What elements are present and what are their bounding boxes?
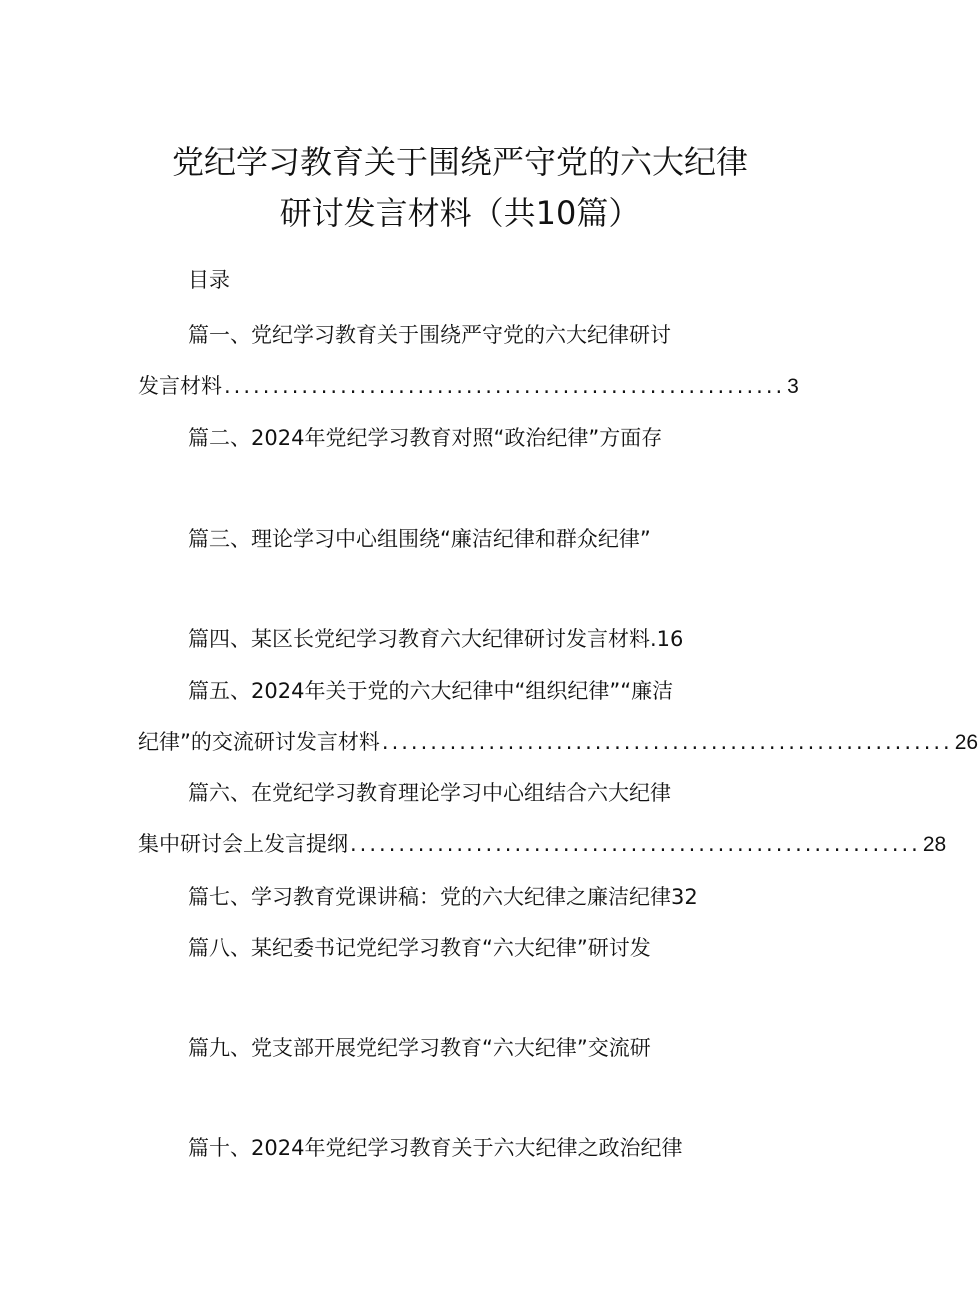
toc-entry-4: 篇四、某区长党纪学习教育六大纪律研讨发言材料.16 (188, 627, 684, 651)
toc-page-number: 28 (922, 833, 947, 856)
document-title-line-2: 研讨发言材料（共10篇） (279, 194, 641, 232)
toc-dot-leader: ........................................................... (381, 730, 953, 754)
toc-page-number: 3 (787, 375, 799, 398)
toc-entry-5-continuation (138, 727, 978, 758)
toc-entry-5: 篇五、2024年关于党的六大纪律中“组织纪律”“廉洁 (188, 679, 674, 703)
toc-entry-6: 篇六、在党纪学习教育理论学习中心组结合六大纪律 (188, 781, 671, 805)
toc-page-number: 26 (954, 731, 978, 754)
toc-entry-text: 集中研讨会上发言提纲 (138, 832, 348, 856)
toc-dot-leader: .......................................................... (224, 374, 786, 398)
toc-dot-leader: ........................................................... (350, 832, 921, 856)
toc-entry-text: 发言材料 (138, 374, 222, 398)
toc-entry-2: 篇二、2024年党纪学习教育对照“政治纪律”方面存 (188, 426, 663, 450)
toc-entry-1-continuation (138, 371, 799, 402)
toc-entry-1: 篇一、党纪学习教育关于围绕严守党的六大纪律研讨 (188, 323, 671, 347)
toc-entry-3: 篇三、理论学习中心组围绕“廉洁纪律和群众纪律” (188, 527, 651, 551)
toc-entry-9: 篇九、党支部开展党纪学习教育“六大纪律”交流研 (188, 1036, 651, 1060)
document-title-line-1: 党纪学习教育关于围绕严守党的六大纪律 (171, 143, 748, 181)
toc-heading: 目录 (188, 268, 230, 292)
toc-entry-text: 纪律”的交流研讨发言材料 (138, 730, 380, 754)
toc-entry-10: 篇十、2024年党纪学习教育关于六大纪律之政治纪律 (188, 1136, 683, 1160)
toc-entry-6-continuation (138, 829, 947, 860)
toc-entry-8: 篇八、某纪委书记党纪学习教育“六大纪律”研讨发 (188, 936, 651, 960)
toc-entry-7: 篇七、学习教育党课讲稿：党的六大纪律之廉洁纪律32 (188, 885, 698, 909)
